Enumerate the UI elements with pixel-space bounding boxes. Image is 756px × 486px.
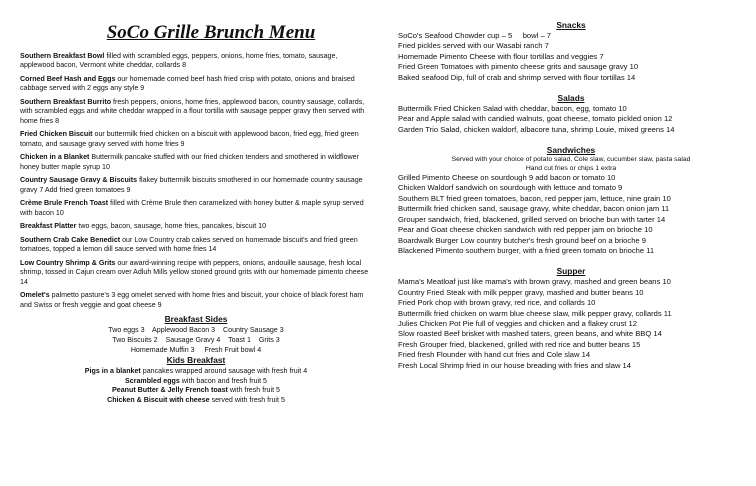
kids-breakfast-title: Kids Breakfast — [166, 355, 226, 366]
item-desc: our Low Country crab cakes served on homemade biscuit's and fried green tomatoes, topped a lemon dill sauce served with home fries 14 — [20, 236, 358, 254]
brunch-item — [20, 52, 372, 71]
supper-item: Julies Chicken Pot Pie full of veggies and chicken and a flakey crust 12 — [398, 318, 637, 328]
breakfast-sides-title: Breakfast Sides — [164, 314, 228, 325]
item-name: Chicken in a Blanket — [20, 153, 90, 162]
brunch-item — [20, 98, 372, 126]
item-desc: fresh peppers, onions, home fries, applewood bacon, country sausage, collards, with scrambled eggs and white cheddar wrapped in a flour tortilla with sausage pepper gravy then served with home fries 8 — [20, 98, 365, 125]
kids-item-desc: with bacon and fresh fruit 5 — [179, 376, 267, 385]
item-name: Country Sausage Gravy & Biscuits — [20, 176, 138, 185]
kids-item-name: Pigs in a blanket — [84, 367, 141, 376]
brunch-item — [20, 130, 372, 149]
item-name: Breakfast Platter — [20, 222, 77, 231]
kids-item-desc: pancakes wrapped around sausage with fresh fruit 4 — [140, 367, 308, 376]
sandwich-item: Pear and Goat cheese chicken sandwich with red pepper jam on brioche 10 — [398, 225, 653, 235]
brunch-item — [20, 259, 372, 287]
item-name: Omelet's — [20, 291, 50, 300]
supper-item: Slow roasted Beef brisket with mashed taters, green beans, and white BBQ 14 — [398, 329, 662, 339]
item-desc: palmetto pasture's 3 egg omelet served with home fries and biscuit, your choice of black forest ham and Swiss or fresh veggie and goat cheese 9 — [20, 291, 364, 309]
brunch-item — [20, 236, 372, 255]
supper-item: Mama's Meatloaf just like mama's with brown gravy, mashed and green beans 10 — [398, 277, 671, 287]
sides-line: Two Biscuits 2 Sausage Gravy 4 Toast 1 Grits 3 — [112, 336, 280, 344]
snack-item: Fried pickles served with our Wasabi ranch 7 — [398, 41, 549, 51]
brunch-item — [20, 153, 372, 172]
snack-item: Baked seafood Dip, full of crab and shrimp served with flour tortillas 14 — [398, 72, 636, 82]
item-desc: our homemade corned beef hash fried crisp with potato, onions and braised cabbage served with 2 eggs any style 9 — [20, 75, 355, 93]
right-column — [398, 20, 744, 371]
item-desc: filled with scrambled eggs, peppers, onions, home fries, tomato, sausage, applewood bacon, Vermont white cheddar, collards 8 — [20, 52, 338, 70]
sides-line: Two eggs 3 Applewood Bacon 3 Country Sausage 3 — [108, 326, 284, 335]
supper-item: Country Fried Steak with milk pepper gravy, mashed and butter beans 10 — [398, 287, 644, 297]
supper-item: Fresh Local Shrimp fried in our house breading with fries and slaw 14 — [398, 360, 631, 370]
item-name: Crème Brule French Toast — [20, 199, 109, 208]
kids-item — [20, 377, 372, 387]
item-name: Southern Breakfast Burrito — [20, 98, 112, 106]
sandwich-item: Buttermilk fried chicken sand, sausage gravy, white cheddar, bacon onion jam 11 — [398, 204, 670, 214]
salad-item: Pear and Apple salad with candied walnuts, goat cheese, tomato pickled onion 12 — [398, 114, 673, 124]
brunch-item — [20, 222, 372, 231]
item-desc: our buttermilk fried chicken on a biscuit with applewood bacon, fried egg, fried green tomato, and sausage gravy served with home fries 9 — [20, 130, 359, 148]
sandwich-item: Grouper sandwich, fried, blackened, grilled served on brioche bun with tarter 14 — [398, 214, 666, 224]
kids-item — [20, 396, 372, 406]
supper-item: Fresh Grouper fried, blackened, grilled with red rice and butter beans 15 — [398, 339, 641, 349]
snack-item: Homemade Pimento Cheese with flour tortillas and veggies 7 — [398, 51, 604, 61]
sandwiches-list — [398, 173, 744, 256]
kids-item — [20, 386, 372, 396]
item-desc: two eggs, bacon, sausage, home fries, pancakes, biscuit 10 — [76, 222, 267, 231]
sandwich-item: Southern BLT fried green tomatoes, bacon, red pepper jam, lettuce, nine grain 10 — [398, 193, 671, 203]
sandwiches-note: Served with your choice of potato salad, Cole slaw, cucumber slaw, pasta salad — [451, 156, 691, 164]
snack-item: Fried Green Tomatoes with pimento cheese grits and sausage gravy 10 — [398, 62, 639, 72]
item-name: Southern Crab Cake Benedict — [20, 236, 121, 244]
brunch-item — [20, 75, 372, 94]
item-desc: our award-winning recipe with peppers, onions, andouille sausage, fresh local shrimp, tossed in Cajun cream over Adluh Mills yellow stoned ground grits with our homemade pimento cheese 14 — [20, 259, 369, 286]
supper-list — [398, 277, 744, 371]
sandwich-item: Chicken Waldorf sandwich on sourdough with lettuce and tomato 9 — [398, 183, 623, 193]
kids-item-name: Peanut Butter & Jelly French toast — [112, 386, 228, 395]
item-name: Southern Breakfast Bowl — [20, 52, 105, 60]
salad-item: Garden Trio Salad, chicken waldorf, albacore tuna, shrimp Louie, mixed greens 14 — [398, 124, 675, 134]
brunch-item — [20, 199, 372, 218]
sides-line: Homemade Muffin 3 Fresh Fruit bowl 4 — [130, 345, 262, 354]
supper-title: Supper — [556, 266, 586, 277]
item-name: Low Country Shrimp & Grits — [20, 259, 116, 267]
sandwich-item: Boardwalk Burger Low country butcher's fresh ground beef on a brioche 9 — [398, 235, 646, 245]
breakfast-sides — [20, 326, 372, 355]
sandwiches-title: Sandwiches — [546, 145, 596, 156]
sandwiches-note-extra: Hand cut fries or chips 1 extra — [525, 164, 617, 172]
snack-item: SoCo's Seafood Chowder cup – 5 bowl – 7 — [398, 31, 551, 40]
item-desc: flakey buttermilk biscuits smothered in our homemade country sausage gravy 7 Add fried green tomatoes 9 — [20, 176, 363, 194]
supper-item: Fried Pork chop with brown gravy, red rice, and collards 10 — [398, 298, 596, 308]
salads-title: Salads — [557, 93, 585, 104]
salad-item: Buttermilk Fried Chicken Salad with cheddar, bacon, egg, tomato 10 — [398, 104, 627, 114]
kids-item-desc: served with fresh fruit 5 — [209, 395, 285, 404]
kids-item-desc: with fresh fruit 5 — [227, 386, 280, 395]
item-name: Fried Chicken Biscuit — [20, 130, 93, 139]
snacks-list — [398, 31, 744, 83]
snacks-title: Snacks — [556, 20, 586, 30]
kids-item-name: Chicken & Biscuit with cheese — [107, 395, 210, 404]
brunch-item — [20, 291, 372, 310]
salads-list — [398, 104, 744, 135]
kids-item — [20, 367, 372, 377]
supper-item: Fried fresh Flounder with hand cut fries and Cole slaw 14 — [398, 350, 591, 360]
brunch-item — [20, 176, 372, 195]
supper-item: Buttermilk fried chicken on warm blue cheese slaw, milk pepper gravy, collards 11 — [398, 308, 672, 318]
brunch-items — [20, 52, 372, 310]
kids-breakfast — [20, 367, 372, 405]
sandwich-item: Grilled Pimento Cheese on sourdough 9 add bacon or tomato 10 — [398, 173, 616, 183]
menu-title: SoCo Grille Brunch Menu — [106, 22, 316, 43]
kids-item-name: Scrambled eggs — [125, 376, 180, 385]
item-desc: Buttermilk pancake stuffed with our fried chicken tenders and smothered in wildflower honey butter maple syrup 10 — [20, 153, 359, 171]
item-desc: filled with Crème Brule then caramelized with honey butter & maple syrup served with bacon 10 — [20, 199, 364, 217]
sandwich-item: Blackened Pimento southern burger, with a fried green tomato on brioche 11 — [398, 245, 655, 255]
left-column — [20, 22, 372, 406]
item-name: Corned Beef Hash and Eggs — [20, 75, 116, 83]
